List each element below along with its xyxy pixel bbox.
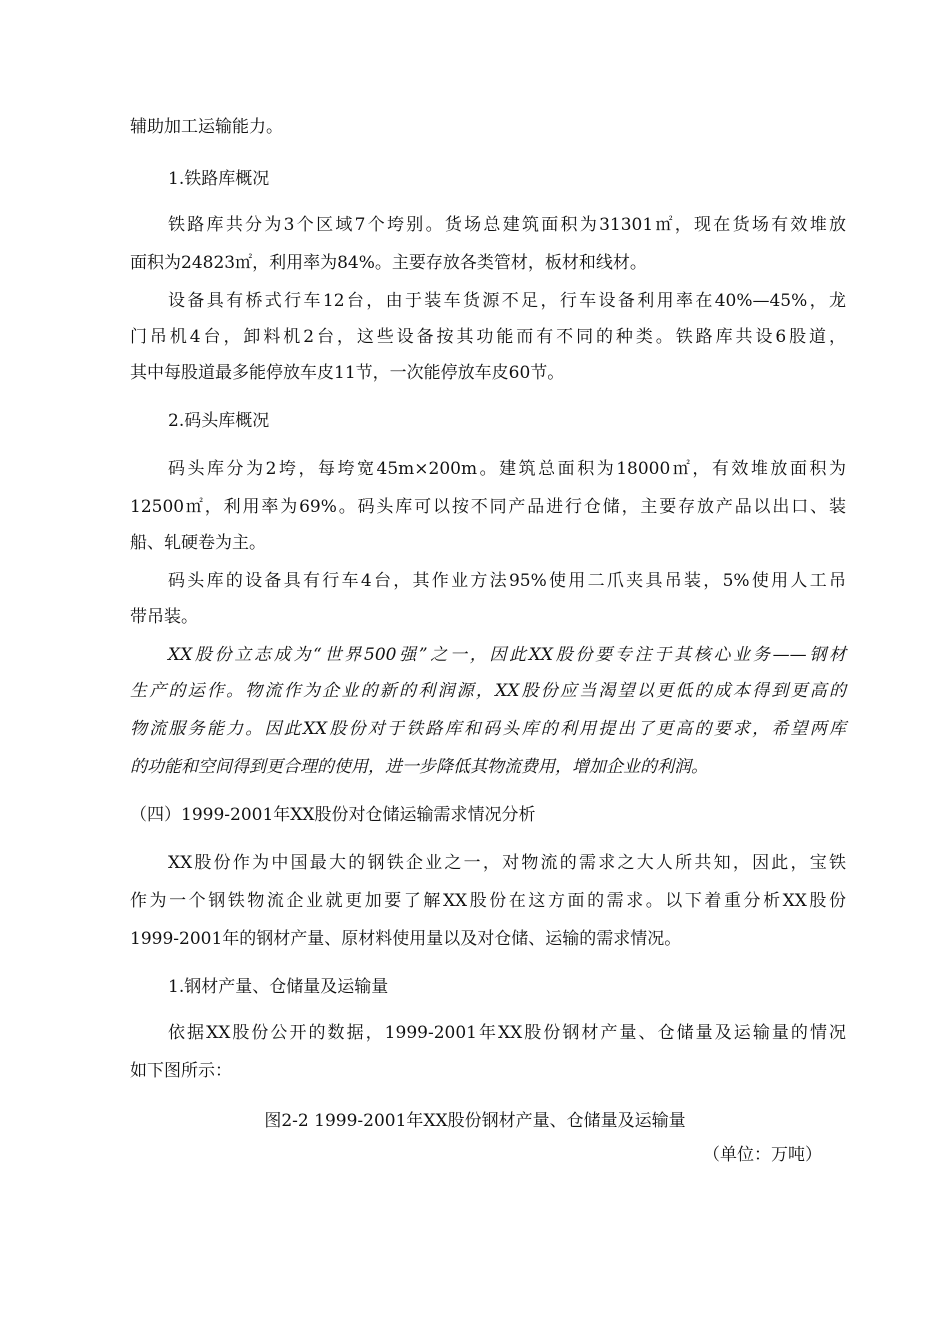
section-4-paragraph-2-line-1: 依据XX股份公开的数据，1999-2001年XX股份钢材产量、仓储量及运输量的情况 [168, 1023, 846, 1043]
wharf-paragraph-1-line-2: 12500㎡，利用率为69%。码头库可以按不同产品进行仓储，主要存放产品以出口、装 [130, 497, 846, 517]
wharf-paragraph-2-line-1: 码头库的设备具有行车4台，其作业方法95%使用二爪夹具吊装，5%使用人工吊 [168, 571, 846, 591]
italic-paragraph-line-2: 生产的运作。物流作为企业的新的利润源，XX股份应当渴望以更低的成本得到更高的 [130, 681, 846, 701]
section-4-paragraph-2-line-2: 如下图所示： [130, 1061, 232, 1081]
railway-paragraph-2-line-3: 其中每股道最多能停放车皮11节，一次能停放车皮60节。 [130, 363, 565, 383]
unit-note: （单位：万吨） [703, 1145, 822, 1165]
italic-paragraph-line-3: 物流服务能力。因此XX股份对于铁路库和码头库的利用提出了更高的要求，希望两库 [130, 719, 846, 739]
railway-paragraph-1-line-2: 面积为24823㎡，利用率为84%。主要存放各类管材，板材和线材。 [130, 253, 647, 273]
railway-paragraph-1-line-1: 铁路库共分为3个区域7个垮别。货场总建筑面积为31301㎡，现在货场有效堆放 [168, 215, 846, 235]
railway-paragraph-2-line-2: 门吊机4台，卸料机2台，这些设备按其功能而有不同的种类。铁路库共设6股道， [130, 327, 846, 347]
wharf-paragraph-1-line-1: 码头库分为2垮，每垮宽45m×200m。建筑总面积为18000㎡，有效堆放面积为 [168, 459, 846, 479]
section-4-paragraph-1-line-2: 作为一个钢铁物流企业就更加要了解XX股份在这方面的需求。以下着重分析XX股份 [130, 891, 846, 911]
intro-line: 辅助加工运输能力。 [130, 117, 283, 137]
section-4-heading: （四）1999-2001年XX股份对仓储运输需求情况分析 [130, 805, 536, 825]
italic-paragraph-line-1: XX股份立志成为“世界500强”之一，因此XX股份要专注于其核心业务——钢材 [168, 645, 846, 665]
figure-caption: 图2-2 1999-2001年XX股份钢材产量、仓储量及运输量 [264, 1111, 686, 1131]
section-4-paragraph-1-line-3: 1999-2001年的钢材产量、原材料使用量以及对仓储、运输的需求情况。 [130, 929, 682, 949]
wharf-heading: 2.码头库概况 [168, 411, 270, 431]
italic-paragraph-line-4: 的功能和空间得到更合理的使用，进一步降低其物流费用，增加企业的利润。 [130, 757, 708, 777]
railway-heading: 1.铁路库概况 [168, 169, 270, 189]
section-4-paragraph-1-line-1: XX股份作为中国最大的钢铁企业之一，对物流的需求之大人所共知，因此，宝铁 [168, 853, 846, 873]
wharf-paragraph-2-line-2: 带吊装。 [130, 607, 198, 627]
section-4-sub-heading: 1.钢材产量、仓储量及运输量 [168, 977, 389, 997]
railway-paragraph-2-line-1: 设备具有桥式行车12台，由于装车货源不足，行车设备利用率在40%—45%，龙 [168, 291, 846, 311]
wharf-paragraph-1-line-3: 船、轧硬卷为主。 [130, 533, 266, 553]
